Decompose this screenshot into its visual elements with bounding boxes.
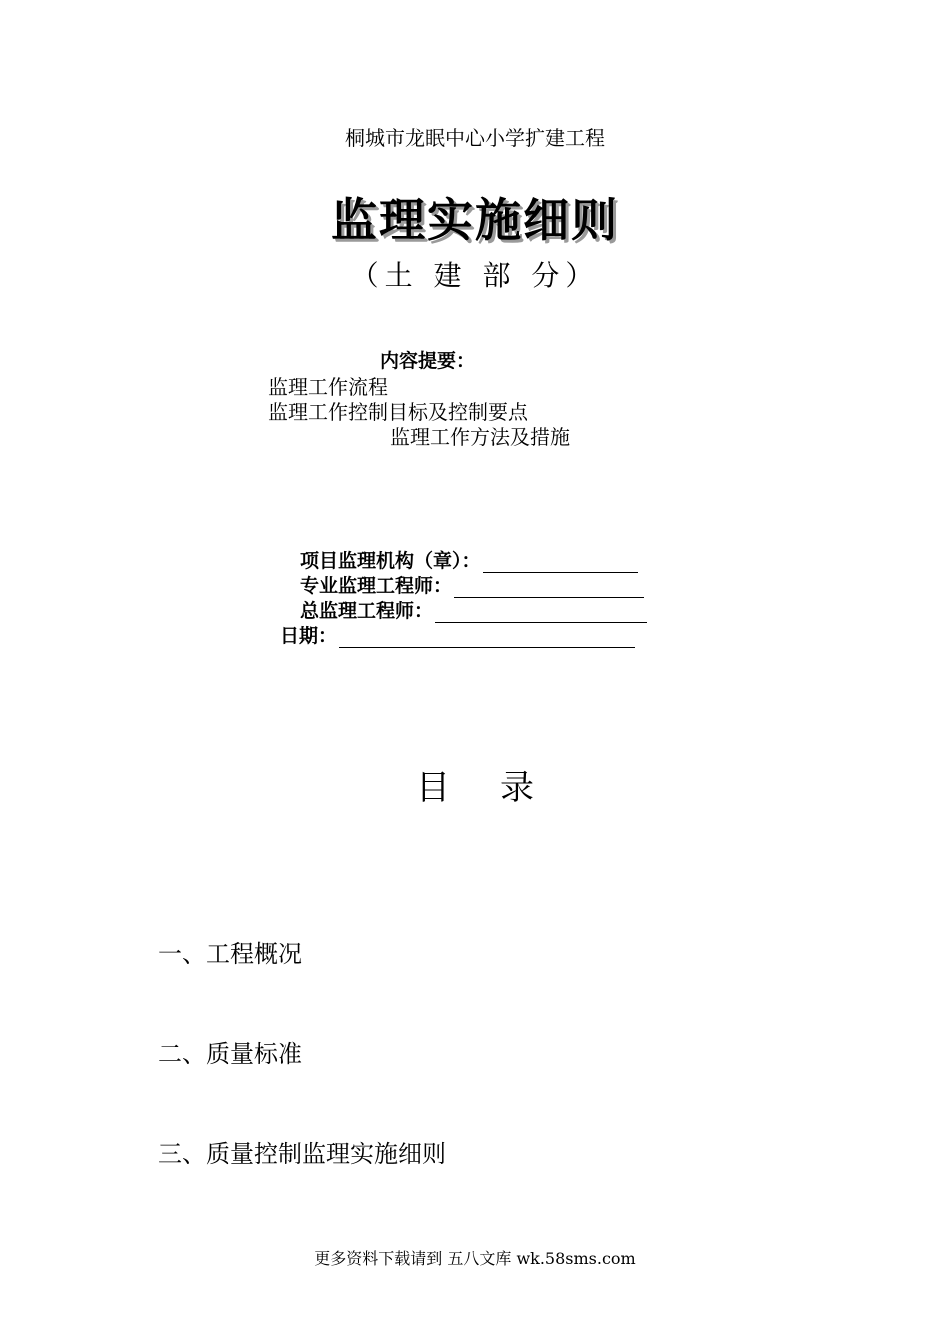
signature-date-line — [339, 625, 635, 648]
signature-date-row — [280, 621, 635, 648]
toc-title-right: 录 — [500, 768, 534, 808]
signature-date-label: 日期： — [280, 625, 338, 647]
footer-text: 更多资料下载请到 五八文库 wk.58sms.com — [314, 1249, 636, 1268]
signature-org-row — [300, 546, 638, 573]
toc-title — [0, 760, 950, 809]
signature-org-label: 项目监理机构（章）： — [300, 550, 481, 572]
signature-engineer-label: 专业监理工程师： — [300, 575, 453, 597]
signature-chief-label: 总监理工程师： — [300, 600, 434, 622]
toc-item: 三、质量控制监理实施细则 — [158, 1140, 446, 1168]
summary-item: 监理工作控制目标及控制要点 — [268, 400, 528, 424]
project-name: 桐城市龙眠中心小学扩建工程 — [345, 126, 605, 150]
signature-engineer-line — [454, 575, 644, 598]
toc-title-left: 目 — [416, 768, 450, 808]
document-title: 监理实施细则 — [331, 193, 619, 247]
toc-item: 二、质量标准 — [158, 1040, 302, 1068]
signature-chief-row — [300, 596, 647, 623]
signature-engineer-row — [300, 571, 644, 598]
summary-heading: 内容提要： — [380, 350, 476, 372]
signature-chief-line — [435, 600, 647, 623]
toc-item: 一、工程概况 — [158, 940, 302, 968]
summary-item: 监理工作方法及措施 — [390, 425, 570, 449]
document-subtitle: （土 建 部 分） — [350, 259, 600, 292]
signature-org-line — [483, 550, 638, 573]
summary-item: 监理工作流程 — [268, 375, 388, 399]
